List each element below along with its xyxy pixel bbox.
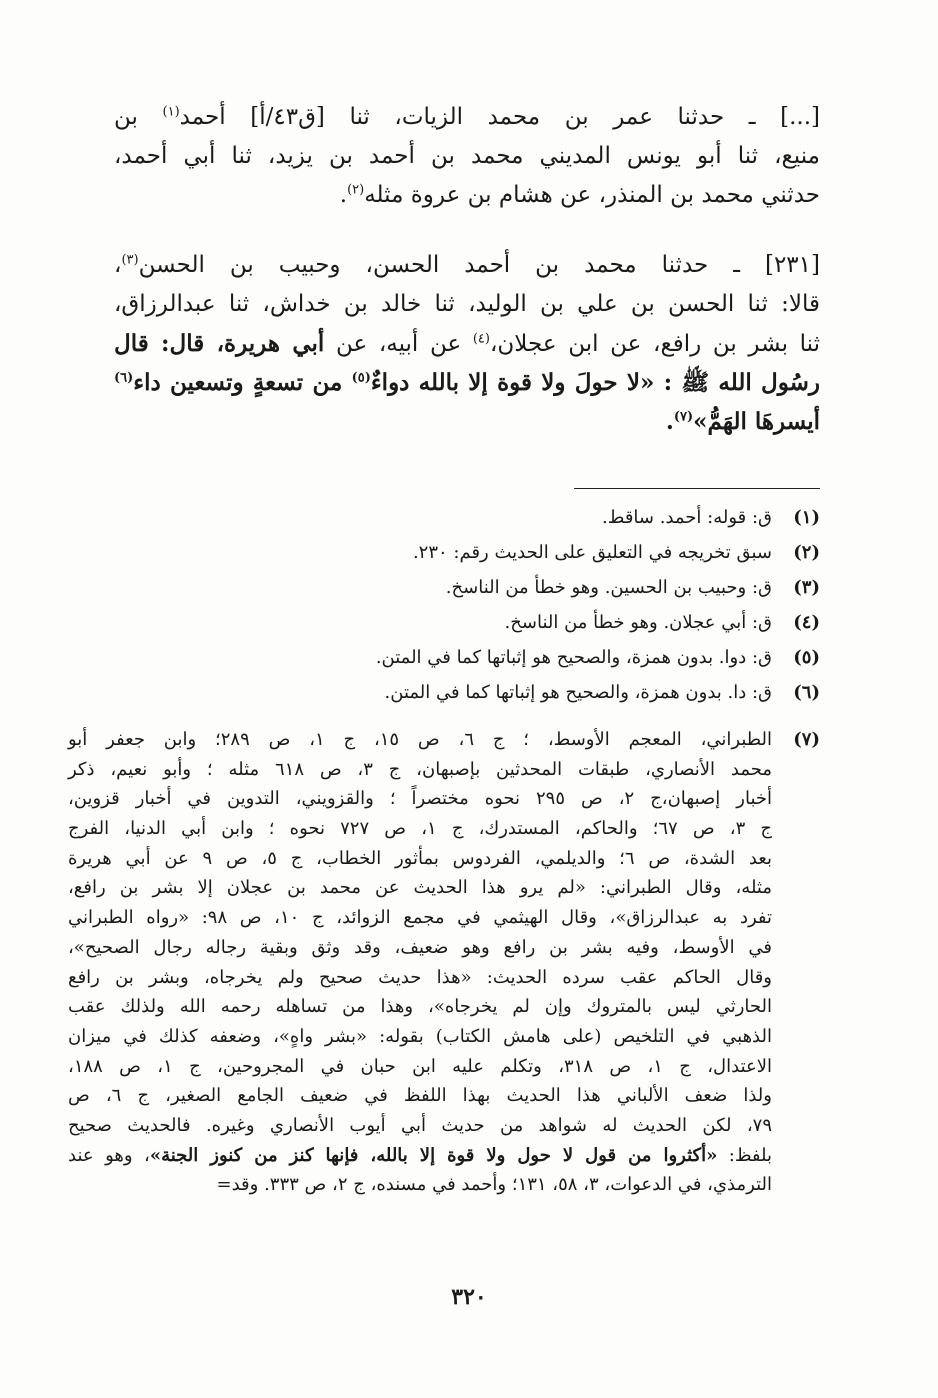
footnote-ref: (٣) [121, 252, 139, 268]
footnote-ref: (١) [162, 104, 180, 120]
footnote-separator [574, 488, 820, 489]
footnote-line: الحارثي ليس بالمتروك وإن لم يخرجاه»، وهذا من تساهله رحمه الله ولذلك عقب [68, 996, 772, 1018]
text-line: حدثني محمد بن المنذر، عن هشام بن عروة مثله$^{(٢)}$. [339, 182, 820, 208]
footnote-line: الاعتدال، ج ١، ص ٣١٨، وتكلم عليه ابن حبان في المجروحين، ج ١، ص ١٨٨، [68, 1055, 773, 1077]
text-line: [٢٣١] ـ حدثنا محمد بن أحمد الحسن، وحبيب بن الحسن$^{(٣)}$، [114, 252, 820, 278]
page-number: ٣٢٠ [451, 1284, 487, 1310]
footnote-line: ج ٣، ص ٦٧؛ والحاكم، المستدرك، ج ١، ص ٧٢٧ نحوه ؛ وابن أبي الدنيا، الفرج [68, 818, 773, 840]
footnote-line: وقال الحاكم عقب سرده الحديث: «هذا حديث صحيح ولم يخرجاه، وبشر بن رافع [68, 966, 772, 988]
footnote-6: (٦) ق: دا. بدون همزة، والصحيح هو إثباتها كما في المتن. [384, 682, 820, 703]
text-line: منيع، ثنا أبو يونس المديني محمد بن أحمد بن يزيد، ثنا أبي أحمد، [114, 143, 820, 169]
footnote-ref: (٤) [472, 331, 490, 347]
footnote-line: بلفظ: «أكثروا من قول لا حول ولا قوة إلا بالله، فإنها كنز من كنوز الجنة»، وهو عند [68, 1144, 773, 1166]
footnote-line: تفرد به عبدالرزاق»، وقال الهيثمي في مجمع الزوائد، ج ١٠، ص ٩٨: «رواه الطبراني [68, 907, 773, 929]
footnote-line: الطبراني، المعجم الأوسط، ؛ ج ٦، ص ١٥، ج ١، ص ٢٨٩؛ وابن جعفر أبو [68, 729, 773, 750]
footnote-line: ولذا ضعف الألباني هذا الحديث بهذا اللفظ في ضعيف الجامع الصغير، ج ٦، ص [68, 1085, 772, 1107]
footnote-7-body [68, 725, 772, 1200]
footnote-ref: (٢) [347, 182, 365, 198]
footnote-4: (٤) ق: أبي عجلان. وهو خطأ من الناسخ. [504, 612, 820, 633]
footnote-line: الترمذي، في الدعوات، ٣، ٥٨، ١٣١؛ وأحمد في مسنده، ج ٢، ص ٣٣٣. وقد= [216, 1174, 772, 1196]
footnote-line: أخبار إصبهان،ج ٢، ص ٢٩٥ نحوه مختصراً ؛ والقزويني، التدوين في أخبار قزوين، [68, 788, 773, 810]
hadith-paragraph-1 [114, 98, 820, 215]
footnotes [90, 500, 820, 710]
footnote-ref: (٥) [351, 370, 371, 386]
footnote-line: بعد الشدة، ص ٦؛ والديلمي، الفردوس بمأثور الخطاب، ج ٥، ص ٩ عن أبي هريرة [68, 847, 772, 869]
footnote-ref: (٧) [673, 409, 694, 425]
footnote-ref: (٦) [114, 370, 134, 386]
text-line: قالا: ثنا الحسن بن علي بن الوليد، ثنا خالد بن خداش، ثنا عبدالرزاق، [114, 291, 820, 317]
footnote-5: (٥) ق: دوا. بدون همزة، والصحيح هو إثباتها كما في المتن. [375, 647, 820, 668]
footnote-line: في الأوسط، وفيه بشر بن رافع وهو ضعيف، وقد وثق وبقية رجاله رجال الصحيح»، [68, 936, 772, 958]
text-line: أيسرهَا الهَمُّ»$^{(٧)}$. [665, 408, 820, 435]
footnote-3: (٣) ق: وحبيب بن الحسين. وهو خطأ من الناسخ. [445, 577, 820, 598]
footnote-number: (٧) [793, 729, 820, 750]
text-line: رسُول الله ﷺ : «لا حولَ ولا قوة إلا بالله دواءٌ$^{(٥)}$ من تسعةٍ وتسعين داء$^{(٦)}$ [114, 369, 820, 396]
footnote-line: الذهبي في التلخيص (على هامش الكتاب) بقوله: «بشر واهٍ»، وضعفه كذلك في ميزان [68, 1025, 772, 1047]
text-line: ثنا بشر بن رافع، عن ابن عجلان،$^{(٤)}$ عن أبيه، عن أبي هريرة، قال: قال [114, 330, 820, 357]
footnote-line: ٧٩، لكن الحديث له شواهد من حديث أبي أيوب الأنصاري وغيره. فالحديث صحيح [68, 1114, 772, 1136]
footnote-line: مثله، وقال الطبراني: «لم يرو هذا الحديث عن محمد بن عجلان إلا بشر بن رافع، [68, 877, 772, 899]
hadith-paragraph-2 [114, 246, 820, 441]
footnote-line: محمد الأنصاري، طبقات المحدثين بإصبهان، ج ٣، ص ٦١٨ مثله ؛ وأبو نعيم، ذكر [68, 758, 772, 780]
footnote-1: (١) ق: قوله: أحمد. ساقط. [602, 507, 820, 528]
text-line: [...] ـ حدثنا عمر بن محمد الزيات، ثنا [ق٤٣/أ] أحمد$^{(١)}$ بن [114, 104, 820, 130]
footnote-2: (٢) سبق تخريجه في التعليق على الحديث رقم: ٢٣٠. [412, 542, 820, 563]
